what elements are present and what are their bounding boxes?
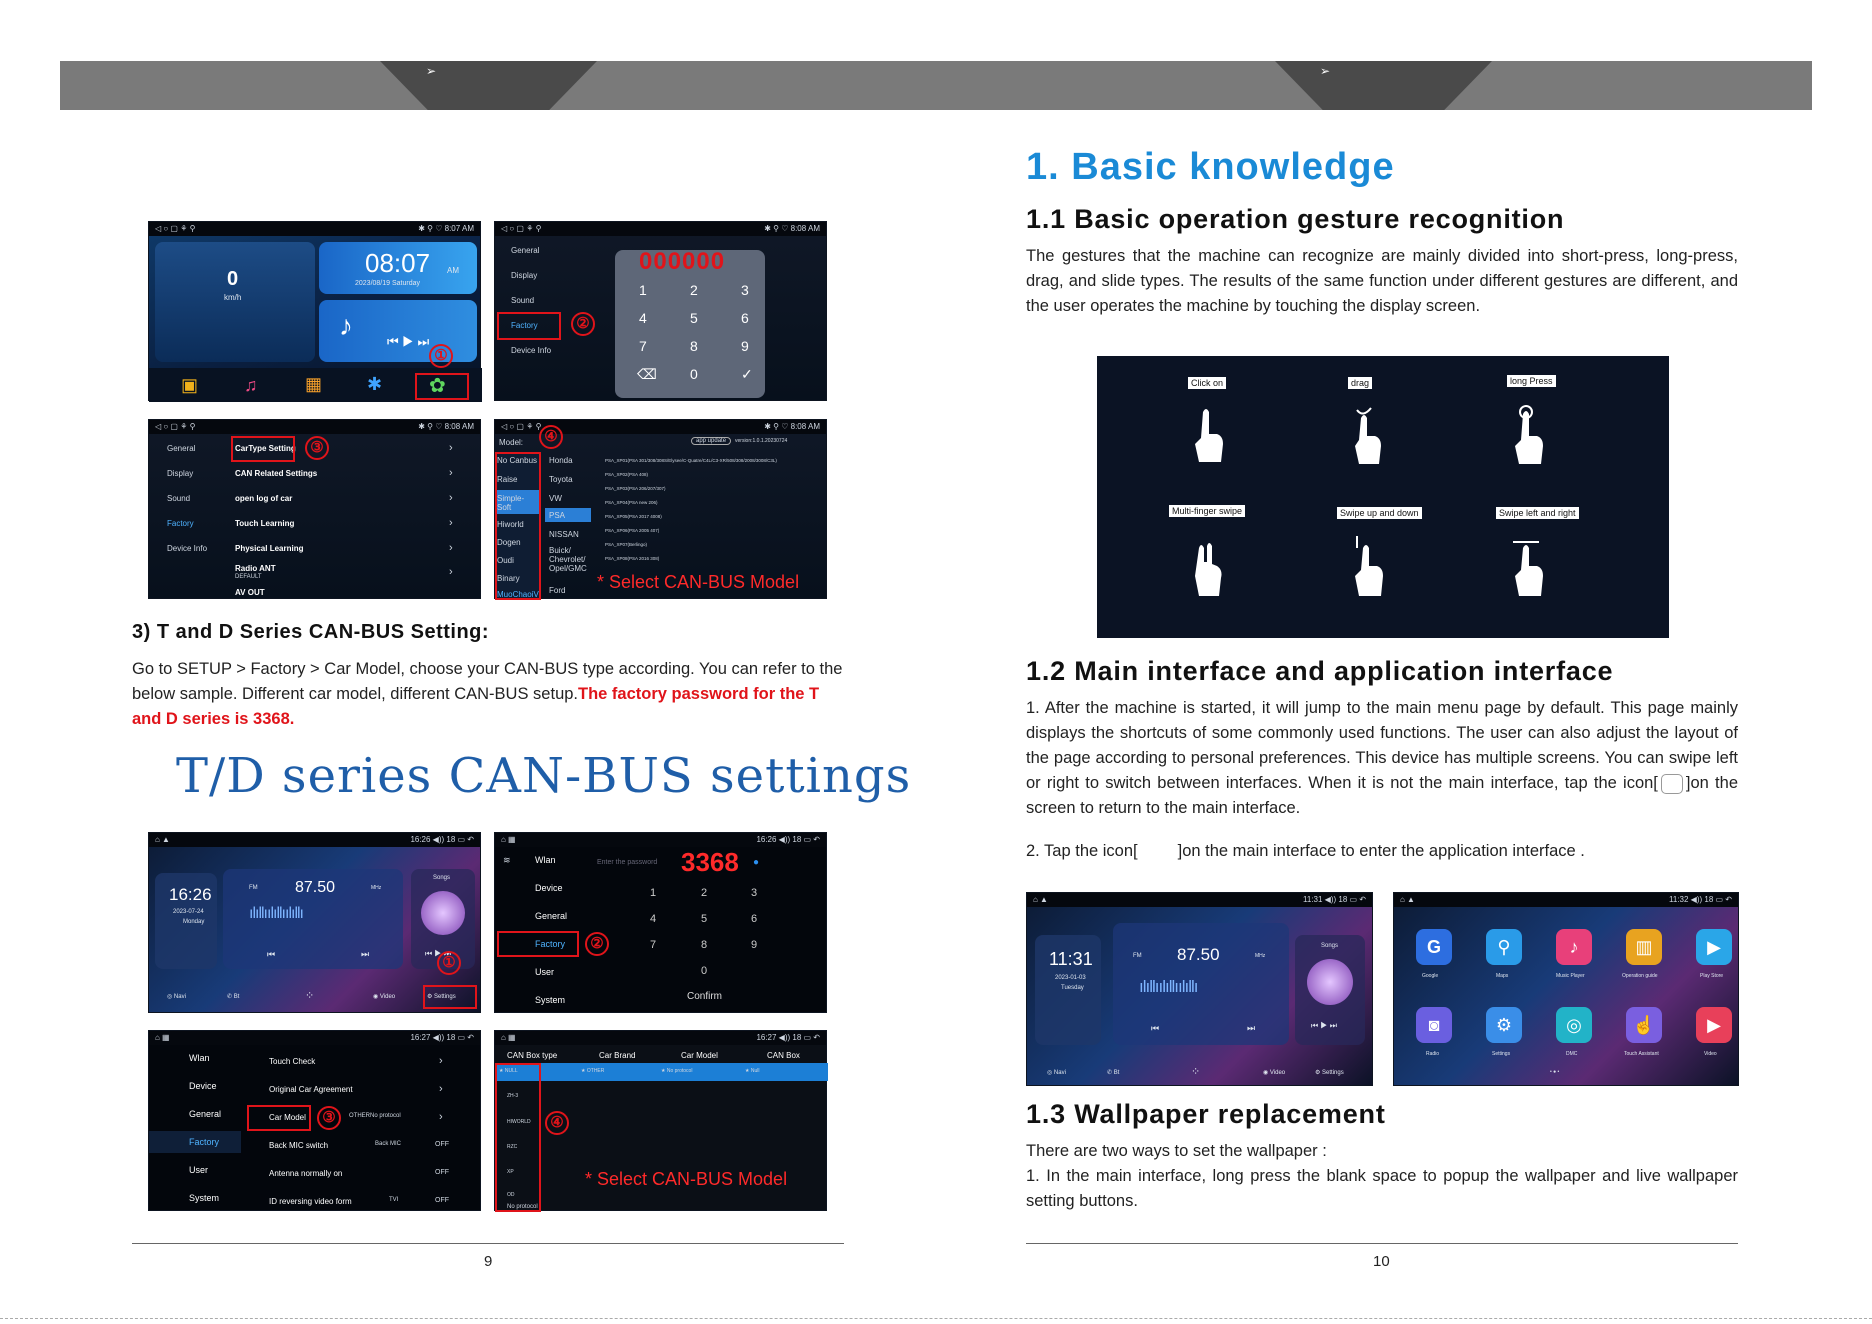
key-3[interactable]: 3 [741,282,749,298]
canbox-hiworld[interactable]: HIWORLD [507,1119,531,1125]
key-1[interactable]: 1 [639,282,647,298]
item-id-reversing[interactable]: ID reversing video form [269,1197,352,1206]
header-car-model: Car Model [681,1051,718,1060]
music-icon[interactable]: ♫ [244,375,258,395]
model-row-8[interactable]: PSA_XP08(PSA 2016 308) [605,556,660,561]
status-bar: ◁ ○ ▢ ⚘ ⚲ ✱ ⚲ ♡ 8:08 AM [495,420,826,434]
chevron-right-icon: › [449,542,453,554]
menu-display[interactable]: Display [167,469,194,478]
menu-factory[interactable]: Factory [189,1137,220,1147]
screenshot-canbus-model [494,419,827,599]
radio-unit: MHz [1255,953,1266,959]
id-reversing-value: TVI [389,1197,399,1203]
gesture-illustration [1097,356,1669,638]
wifi-icon: ≋ [503,855,511,865]
status-bar: ⌂ ▦ 16:26 ◀)) 18 ▭ ↶ [495,833,826,847]
item-touch-learning[interactable]: Touch Learning [235,519,295,528]
dock-settings[interactable]: ⚙ Settings [1315,1070,1344,1076]
wallpaper-paragraph: 1. In the main interface, long press the blank space to popup the wallpaper and live wallpaper setting buttons. [1026,1167,1738,1210]
right-header-arrow-icon: ➢ [1320,64,1331,78]
gesture-label-swipe-up-down: Swipe up and down [1337,507,1422,519]
chevron-right-icon: › [439,1083,443,1095]
brand-psa[interactable]: PSA [549,511,566,520]
radio-band: FM [249,885,258,891]
app-playstore-icon[interactable]: ▶ [1696,929,1732,965]
radio-next-icon[interactable]: ⏭ [361,949,370,959]
select-canbus-caption: * Select CAN-BUS Model [597,572,800,592]
clock-day: Tuesday [1061,985,1084,991]
radio-icon[interactable]: ▣ [181,375,199,395]
canbus-simple-soft[interactable]: Simple-Soft [497,494,525,512]
menu-wlan[interactable]: Wlan [189,1053,210,1063]
key-0[interactable]: 0 [701,965,708,977]
menu-factory[interactable]: Factory [167,519,194,528]
radio-frequency: 87.50 [295,879,336,896]
canbus-muochaoiv[interactable]: MuoChaoiV [497,590,539,599]
canbus-binary[interactable]: Binary [497,574,520,583]
clock-ampm: AM [447,266,459,275]
screenshot-main-interface [1026,892,1373,1086]
item-cartype-setting[interactable]: CarType Setting [235,444,296,453]
section-paragraph: Go to SETUP > Factory > Car Model, choose your CAN-BUS type according. You can refer to the below sample. Different car model, different CAN-BUS setup.The factory password for the T and D series is 3368. [132,660,843,728]
dock-video[interactable]: ◉ Video [373,994,396,1000]
step-marker-1: ① [437,951,461,975]
hand-swipe-up-down-icon [1351,534,1385,598]
menu-user[interactable]: User [189,1165,209,1175]
radio-frequency: 87.50 [1177,945,1220,964]
right-page-number: 10 [1373,1253,1390,1270]
screenshot-factory-menu [148,419,481,599]
key-9[interactable]: 9 [741,338,749,354]
header-car-brand: Car Brand [599,1051,636,1060]
item-back-mic[interactable]: Back MIC switch [269,1141,329,1150]
album-art [1307,959,1353,1005]
clock-time: 16:26 [169,885,212,904]
gesture-label-long-press: long Press [1507,375,1556,387]
canbus-no-canbus[interactable]: No Canbus [497,456,538,465]
item-antenna[interactable]: Antenna normally on [269,1169,343,1178]
item-original-car-agreement[interactable]: Original Car Agreement [269,1085,353,1094]
menu-device-info[interactable]: Device Info [167,544,208,553]
item-car-model[interactable]: Car Model [269,1113,306,1122]
hand-multi-finger-icon [1191,534,1225,598]
antenna-toggle[interactable]: OFF [435,1169,449,1176]
radio-prev-icon[interactable]: ⏮ [1151,1023,1160,1033]
home-icon[interactable]: ⌂ ▦ [501,835,516,844]
gesture-label-multi-finger: Multi-finger swipe [1169,505,1245,517]
menu-factory[interactable]: Factory [511,321,538,330]
app-music-icon[interactable]: ♪ [1556,929,1592,965]
model-label: Model: [499,438,524,447]
step-marker-1: ① [429,344,453,368]
clock-date: 2023-07-24 [173,909,204,915]
menu-general[interactable]: General [511,246,540,255]
menu-display[interactable]: Display [511,271,538,280]
clock-time: 11:31 [1049,949,1093,969]
chevron-right-icon: › [449,467,453,479]
step-marker-3: ③ [305,436,329,460]
brand-ford[interactable]: Ford [549,586,566,595]
td-series-banner: T/D series CAN-BUS settings [176,748,912,804]
radio-next-icon[interactable]: ⏭ [1247,1023,1256,1033]
radio-waveform: ılıllıılıllıılıllı [1139,977,1198,996]
screenshot-home-speed [148,221,481,401]
radio-prev-icon[interactable]: ⏮ [267,949,276,959]
step-marker-4: ④ [545,1111,569,1135]
radio-waveform: ılıllıılıllıılıllı [249,905,303,922]
menu-user[interactable]: User [535,967,555,977]
brand-vw[interactable]: VW [549,494,562,503]
canbox-zh3[interactable]: ZH-3 [507,1093,519,1099]
step-marker-3: ③ [317,1106,341,1130]
chevron-right-icon: › [449,492,453,504]
bottom-scan-strip [0,1318,1872,1324]
key-6[interactable]: 6 [751,913,758,925]
step-marker-2: ② [571,312,595,336]
brand-nissan[interactable]: NISSAN [549,530,579,539]
header-canbox: CAN Box [767,1051,800,1060]
songs-label: Songs [1321,943,1339,949]
album-art [421,891,465,935]
key-3[interactable]: 3 [751,887,758,899]
menu-sound[interactable]: Sound [167,494,191,503]
app-dmc-label: DMC [1566,1051,1578,1057]
item-av-out[interactable]: AV OUT [235,588,265,597]
wallpaper-intro: There are two ways to set the wallpaper : [1026,1142,1327,1160]
select-canbus-caption: * Select CAN-BUS Model [585,1169,788,1189]
canbox-no-protocol[interactable]: No protocol [507,1204,538,1210]
app-maps-label: Maps [1496,973,1509,979]
key-5[interactable]: 5 [690,310,698,326]
model-row-1[interactable]: PSA_XP01(PSA 301/308/308S/Elysee/C-Quatre/C4L/C3-XR/508/308/2008/3008/C3L) [605,458,777,463]
home-icon[interactable]: ⌂ ▲ [155,835,170,844]
brand-buick[interactable]: Buick/ Chevrolet/ Opel/GMC [549,546,587,573]
main-interface-paragraph: 1. After the machine is started, it will jump to the main menu page by default. This page mainly displays the shortcuts of some commonly used functions. The user can also adjust the layout of the page according to personal preferences. This device has multiple screens. You can swipe left or right to switch between interfaces. When it is not the main interface, tap the icon[ ]on the screen to return to the main interface. [1026,699,1738,817]
row-other[interactable]: ★ OTHER [581,1068,605,1074]
menu-general[interactable]: General [189,1109,222,1119]
menu-wlan[interactable]: Wlan [535,855,556,865]
key-9[interactable]: 9 [751,939,758,951]
key-confirm-icon[interactable]: ✓ [741,366,753,382]
model-row-6[interactable]: PSA_XP06(PSA 2005 407) [605,528,660,533]
app-maps-icon[interactable]: ⚲ [1486,929,1522,965]
password-value: 3368 [681,847,739,877]
model-row-3[interactable]: PSA_XP03(PSA 206/207/307) [605,486,666,491]
item-touch-check[interactable]: Touch Check [269,1057,316,1066]
highlight-cartype [231,436,295,462]
step-marker-2: ② [585,932,609,956]
gesture-paragraph: The gestures that the machine can recognize are mainly divided into short-press, long-press, drag, and slide types. The results of the same function under different gestures are different, and the user operates the machine by touching the display screen. [1026,247,1738,315]
left-page-number: 9 [484,1253,493,1270]
row-null-box[interactable]: ★ Null [745,1068,760,1074]
canbox-xp[interactable]: XP [507,1169,514,1175]
app-music-label: Music Player [1556,973,1585,979]
app-guide-label: Operation guide [1622,973,1658,979]
music-controls[interactable]: ⏮ ▶ ⏭ [425,949,451,958]
status-bar: ⌂ ▲ 11:31 ◀)) 18 ▭ ↶ [1027,893,1372,907]
back-mic-toggle[interactable]: OFF [435,1141,449,1148]
app-touch-icon[interactable]: ☝ [1626,1007,1662,1043]
id-reversing-toggle[interactable]: OFF [435,1197,449,1204]
clock-time: 08:07 [365,248,431,278]
model-row-7[interactable]: PSA_XP07(Berlingo) [605,542,648,547]
highlight-canbox-col [495,1063,541,1212]
item-open-log[interactable]: open log of car [235,494,293,503]
highlight-car-model [247,1105,311,1131]
chevron-right-icon: › [449,566,453,578]
model-row-2[interactable]: PSA_XP02(PSA 408) [605,472,649,477]
chevron-right-icon: › [449,517,453,529]
clock-date: 2023-01-03 [1055,975,1086,981]
menu-general[interactable]: General [167,444,196,453]
menu-device-info[interactable]: Device Info [511,346,552,355]
play-controls: ⏮ ▶ ⏭ [387,334,430,349]
menu-factory[interactable]: Factory [535,939,566,949]
canbus-raise[interactable]: Raise [497,475,518,484]
speed-panel [155,242,315,362]
key-7[interactable]: 7 [639,338,647,354]
canbus-oudi[interactable]: Oudi [497,556,514,565]
screenshot-td-canbox [494,1030,827,1211]
app-settings-icon[interactable]: ⚙ [1486,1007,1522,1043]
row-null[interactable]: ★ NULL [499,1068,518,1074]
key-2[interactable]: 2 [701,887,708,899]
canbus-hiworld[interactable]: Hiworld [497,520,524,529]
key-backspace-icon[interactable]: ⌫ [637,366,657,382]
confirm-button[interactable]: Confirm [687,991,723,1002]
header-canbox-type: CAN Box type [507,1051,558,1060]
key-4[interactable]: 4 [639,310,647,326]
status-bar: ⌂ ▲ 11:32 ◀)) 18 ▭ ↶ [1394,893,1738,907]
item-physical-learning[interactable]: Physical Learning [235,544,304,553]
screenshot-td-password [494,832,827,1013]
home-icon[interactable]: ⌂ ▦ [155,1033,170,1042]
status-bar: ◁ ○ ▢ ⚘ ⚲ ✱ ⚲ ♡ 8:08 AM [495,222,826,236]
row-no-protocol[interactable]: ★ No protocol [661,1068,693,1074]
highlight-factory [497,931,579,957]
clock-date: 2023/08/19 Saturday [355,280,420,287]
app-google-icon[interactable]: G [1416,929,1452,965]
page-indicator: • ● • [1550,1069,1560,1075]
back-mic-value: Back MIC [375,1141,402,1147]
menu-system[interactable]: System [535,995,566,1005]
app-interface-paragraph: 2. Tap the icon[ ]on the main interface to enter the application interface . [1026,842,1585,860]
left-header-arrow-icon: ➢ [426,64,437,78]
app-update-button[interactable]: app update [691,437,731,445]
status-bar: ⌂ ▦ 16:27 ◀)) 18 ▭ ↶ [495,1031,826,1045]
songs-label: Songs [433,875,451,881]
status-bar: ⌂ ▲ 16:26 ◀)) 18 ▭ ↶ [149,833,480,847]
app-radio-icon[interactable]: ◙ [1416,1007,1452,1043]
dock-navi[interactable]: ◎ Navi [167,994,186,1000]
hand-drag-icon [1351,404,1385,468]
brand-honda[interactable]: Honda [549,456,573,465]
app-playstore-label: Play Store [1700,973,1724,979]
heading-main-interface: 1.2 Main interface and application interface [1026,656,1614,686]
highlight-settings [423,985,477,1009]
home-icon[interactable]: ⌂ ▲ [1400,895,1415,904]
status-bar: ◁ ○ ▢ ⚘ ⚲ ✱ ⚲ ♡ 8:07 AM [149,222,480,236]
screenshot-factory-password [494,221,827,401]
home-icon[interactable]: ⌂ ▲ [1033,895,1048,904]
chevron-right-icon: › [449,442,453,454]
heading-wallpaper: 1.3 Wallpaper replacement [1026,1099,1386,1129]
clock-day: Monday [183,919,205,925]
dock-video[interactable]: ◉ Video [1263,1070,1286,1076]
home-icon[interactable]: ⌂ ▦ [501,1033,516,1042]
right-footer-rule [1026,1243,1738,1244]
dock-navi[interactable]: ◎ Navi [1047,1070,1066,1076]
speed-unit: km/h [224,293,242,302]
key-2[interactable]: 2 [690,282,698,298]
heading-basic-knowledge: 1. Basic knowledge [1026,146,1395,188]
bluetooth-icon[interactable]: ✱ [367,374,383,394]
menu-general[interactable]: General [535,911,568,921]
version-text: version:1.0.1.20230724 [735,438,788,444]
canbox-rzc[interactable]: RZC [507,1144,518,1150]
key-8[interactable]: 8 [690,338,698,354]
menu-sound[interactable]: Sound [511,296,535,305]
step-marker-4: ④ [539,425,563,449]
brand-toyota[interactable]: Toyota [549,475,573,484]
gesture-label-drag: drag [1348,377,1372,389]
factory-password-note: The factory password for the T and D series is 3368. [132,685,820,728]
home-button-icon [1661,774,1683,794]
dock-bt[interactable]: ✆ Bt [227,994,240,1000]
apps-grid-icon[interactable]: ⁘ [1191,1066,1201,1078]
app-touch-label: Touch Assistant [1624,1051,1659,1057]
left-footer-rule [132,1243,844,1244]
menu-device[interactable]: Device [535,883,563,893]
screenshot-app-interface [1393,892,1739,1086]
menu-system[interactable]: System [189,1193,220,1203]
music-note-icon: ♪ [339,310,353,341]
key-6[interactable]: 6 [741,310,749,326]
model-row-5[interactable]: PSA_XP05(PSA 2017 4008) [605,514,662,519]
key-7[interactable]: 7 [650,939,657,951]
canbus-dogen[interactable]: Dogen [497,538,521,547]
app-video-icon[interactable]: ▶ [1696,1007,1732,1043]
settings-gear-icon[interactable]: ✿ [429,375,446,397]
password-display: 000000 [639,248,726,275]
key-1[interactable]: 1 [650,887,657,899]
status-bar: ◁ ○ ▢ ⚘ ⚲ ✱ ⚲ ♡ 8:08 AM [149,420,480,434]
password-clear-icon[interactable]: ● [753,857,760,868]
key-0[interactable]: 0 [690,366,698,382]
radio-band: FM [1133,953,1142,959]
speed-value: 0 [227,268,239,290]
radio-unit: MHz [371,885,382,891]
app-video-label: Video [1704,1051,1717,1057]
item-radio-ant-value: DEFAULT [235,574,262,580]
section-title: 3) T and D Series CAN-BUS Setting: [132,621,490,643]
status-bar: ⌂ ▦ 16:27 ◀)) 18 ▭ ↶ [149,1031,480,1045]
gesture-label-click: Click on [1188,377,1226,389]
model-row-4[interactable]: PSA_XP04(PSA new 206) [605,500,658,505]
menu-device[interactable]: Device [189,1081,217,1091]
screenshot-td-factory-menu [148,1030,481,1211]
dock-bt[interactable]: ✆ Bt [1107,1070,1120,1076]
dock-settings[interactable]: ⚙ Settings [427,994,456,1000]
app-guide-icon[interactable]: ▥ [1626,929,1662,965]
apps-grid-icon[interactable]: ⁘ [305,990,315,1002]
app-dmc-icon[interactable]: ◎ [1556,1007,1592,1043]
gesture-label-swipe-left-right: Swipe left and right [1496,507,1579,519]
canbox-od[interactable]: OD [507,1192,515,1198]
app-radio-label: Radio [1426,1051,1440,1057]
app-settings-label: Settings [1492,1051,1511,1057]
highlight-settings [415,373,469,400]
key-8[interactable]: 8 [701,939,708,951]
chevron-right-icon: › [439,1055,443,1067]
hand-click-icon [1191,404,1225,468]
app-google-label: Google [1422,973,1439,979]
music-controls[interactable]: ⏮ ▶ ⏭ [1311,1021,1337,1030]
hand-long-press-icon [1511,404,1545,468]
highlight-factory [497,312,561,340]
heading-gesture: 1.1 Basic operation gesture recognition [1026,204,1565,234]
chevron-right-icon: › [439,1111,443,1123]
car-model-value: OTHERNo protocol [349,1113,401,1119]
password-input[interactable]: Enter the password [597,859,658,866]
item-radio-ant[interactable]: Radio ANT [235,564,276,573]
hand-swipe-left-right-icon [1511,534,1545,598]
apps-icon[interactable]: ▦ [305,374,323,394]
highlight-canbus-col [495,452,541,600]
item-can-related[interactable]: CAN Related Settings [235,469,318,478]
key-4[interactable]: 4 [650,913,657,925]
key-5[interactable]: 5 [701,913,708,925]
screenshot-td-home [148,832,481,1013]
